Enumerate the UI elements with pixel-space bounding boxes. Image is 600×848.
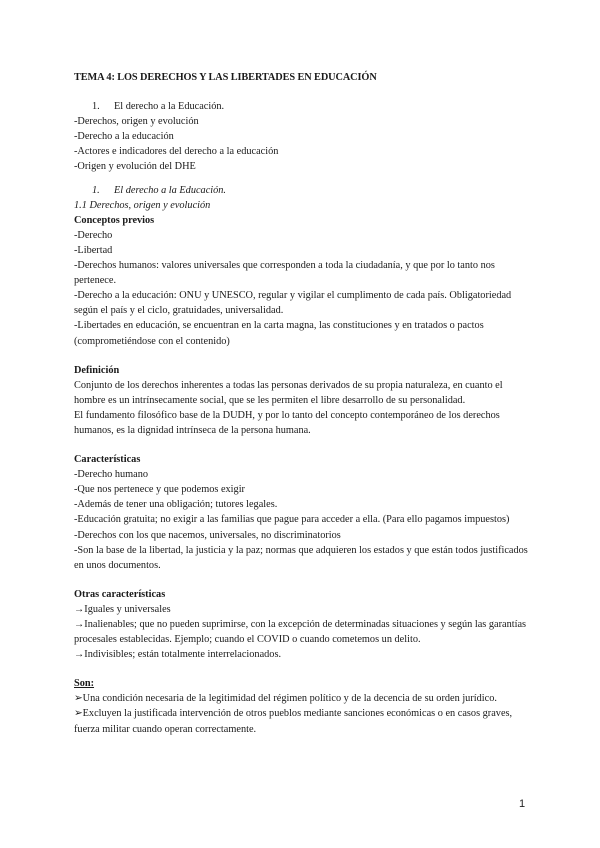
section-subtitle: 1.1 Derechos, origen y evolución xyxy=(74,199,211,211)
index-list xyxy=(74,99,534,174)
section-title: El derecho a la Educación. xyxy=(114,184,226,196)
index-item-text: El derecho a la Educación. xyxy=(114,101,225,113)
otras-item: →Iguales y universales xyxy=(74,603,171,615)
caracteristicas-item: -Además de tener una obligación; tutores legales. xyxy=(74,499,278,511)
definicion-paragraph: El fundamento filosófico base de la DUDH, y por lo tanto del concepto contemporáneo de los derechos humanos, es la dignidad intrínseca de la persona humana. xyxy=(74,409,500,436)
caracteristicas-item: -Educación gratuita; no exigir a las familias que pague para acceder a ella. (Para ello pagamos impuestos) xyxy=(74,514,510,526)
definicion-paragraph: Conjunto de los derechos inherentes a todas las personas derivados de su propia naturaleza, en cuanto el hombre es un intrínsecamente social, que se les permiten el libre desarrollo de su personalidad. xyxy=(74,379,503,406)
otras-heading: Otras características xyxy=(74,588,166,600)
document-title: TEMA 4: LOS DERECHOS Y LAS LIBERTADES EN EDUCACIÓN xyxy=(74,72,377,83)
index-item xyxy=(74,99,534,114)
definicion-heading: Definición xyxy=(74,364,120,376)
index-subitem: -Derecho a la educación xyxy=(74,131,174,143)
conceptos-item: -Derecho a la educación: ONU y UNESCO, regular y vigilar el cumplimento de cada país. Obligatoriedad según el país y el ciclo, gratuidades, universalidad. xyxy=(74,290,512,317)
section-number: 1. xyxy=(92,184,100,196)
caracteristicas-item: -Son la base de la libertad, la justicia y la paz; normas que adquieren los estados y que están todos justificados en unos documentos. xyxy=(74,544,528,571)
index-subitem: -Actores e indicadores del derecho a la educación xyxy=(74,146,279,158)
section-heading xyxy=(74,183,534,198)
index-subitem: -Origen y evolución del DHE xyxy=(74,161,196,173)
caracteristicas-item: -Derecho humano xyxy=(74,469,149,481)
conceptos-item: -Libertad xyxy=(74,244,113,256)
conceptos-item: -Derecho xyxy=(74,229,113,241)
conceptos-item: -Derechos humanos: valores universales que corresponden a toda la ciudadanía, y que por lo tanto nos pertenece. xyxy=(74,260,495,287)
caracteristicas-heading: Características xyxy=(74,454,141,466)
caracteristicas-item: -Que nos pertenece y que podemos exigir xyxy=(74,484,245,496)
conceptos-heading: Conceptos previos xyxy=(74,214,155,226)
son-heading: Son: xyxy=(74,678,95,690)
otras-item: →Inalienables; que no pueden suprimirse, con la excepción de determinadas situaciones y según las garantías procesales establecidas. Ejemplo; cuando el COVID o cuando cometemos un delito. xyxy=(74,619,527,646)
page-content xyxy=(74,70,534,737)
page-number: 1 xyxy=(519,798,526,810)
son-item: ➢Excluyen la justificada intervención de otros pueblos mediante sanciones económicas o en casos graves, fuerza militar cuando operan correctamente. xyxy=(74,708,513,735)
son-item: ➢Una condición necesaria de la legitimidad del régimen político y de la decencia de su orden jurídico. xyxy=(74,693,497,705)
caracteristicas-item: -Derechos con los que nacemos, universales, no discriminatorios xyxy=(74,529,341,541)
index-subitem: -Derechos, origen y evolución xyxy=(74,116,199,128)
index-item-number: 1. xyxy=(92,101,100,113)
conceptos-item: -Libertades en educación, se encuentran en la carta magna, las constituciones y en tratados o pactos (comprometiéndose con el contenido) xyxy=(74,320,484,347)
otras-item: →Indivisibles; están totalmente interrelacionados. xyxy=(74,649,282,661)
